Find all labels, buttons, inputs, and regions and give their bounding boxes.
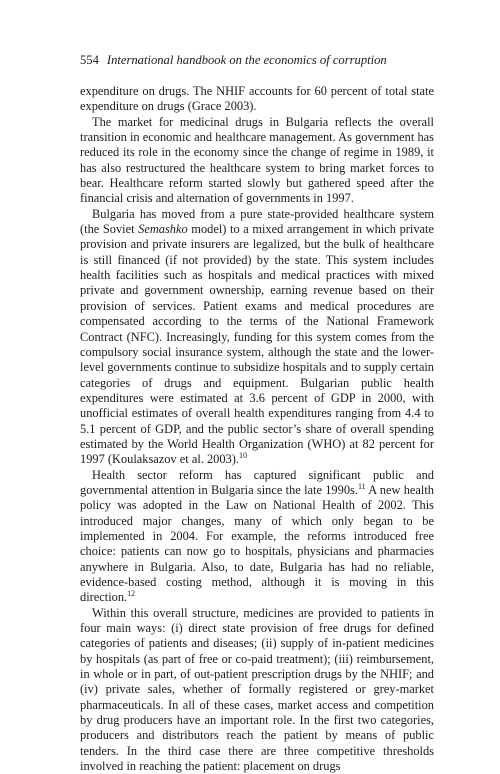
footnote-ref-10[interactable]: 10	[238, 451, 247, 461]
page-number: 554	[80, 53, 99, 67]
footnote-ref-12[interactable]: 12	[127, 589, 136, 599]
body-text	[80, 84, 434, 774]
paragraph-4	[80, 468, 434, 606]
running-header	[80, 52, 460, 68]
semashko-term: Semashko	[138, 222, 188, 237]
paragraph-4-text-b: A new health policy was adopted in the Law on National Health of 2002. This introduced major changes, many of which only began to be implemented in 2004. For example, the reforms introduced free choice: patients can now go to hospitals, physicians and pharmacies anywhere in Bulgaria. Also, to date, Bulgaria has had no reliable, evidence-based costing method, although it is moving in this direction.	[80, 482, 434, 605]
footnote-ref-11[interactable]: 11	[357, 481, 366, 491]
paragraph-3	[80, 207, 434, 468]
paragraph-4-text-a: Health sector reform has captured significant public and governmental attention in Bulgaria since the late 1990s.	[80, 467, 434, 497]
paragraph-3-text-a: Bulgaria has moved from a pure state-provided healthcare system (the Soviet	[80, 206, 434, 237]
paragraph-3-text-b: model) to a mixed arrangement in which private provision and private insurers are legalized, but the bulk of healthcare is still financed (if not provided) by the state. This system includes health facilities such as hospitals and medical practices with mixed private and government ownership, earning revenue based on their provision of services. Patient exams and medical procedures are compensated according to the terms of the National Framework Contract (NFC). Increasingly, funding for this system comes from the compulsory social insurance system, although the state and the lower-level governments continue to subsidize hospitals and to supply certain categories of drugs and equipment. Bulgarian public health expenditures were estimated at 3.6 percent of GDP in 2000, with unofficial estimates of overall health expenditures ranging from 4.4 to 5.1 percent of GDP, and the public sector’s share of overall spending estimated by the World Health Organization (WHO) at 82 percent for 1997 (Koulaksazov et al. 2003).	[80, 222, 434, 467]
paragraph-5: Within this overall structure, medicines are provided to patients in four main ways: (i) direct state provision of free drugs for defined categories of patients and diseases; (ii) supply of in-patient medicines by hospitals (as part of free or co-paid treatment); (iii) reimbursement, in whole or in part, of out-patient prescription drugs by the NHIF; and (iv) private sales, whether of formally registered or grey-market pharmaceuticals. In all of these cases, market access and competition by drug producers have an important role. In the first two categories, producers and distributors reach the patient by means of public tenders. In the third case there are three competitive thresholds involved in reaching the patient: placement on drugs	[80, 605, 434, 774]
paragraph-2: The market for medicinal drugs in Bulgaria reflects the overall transition in economic and healthcare management. As government has reduced its role in the economy since the change of regime in 1989, it has also restructured the healthcare system to bring market forces to bear. Healthcare reform started slowly but gathered speed after the financial crisis and alternation of governments in 1997.	[80, 114, 434, 206]
running-title: International handbook on the economics of corruption	[106, 53, 387, 67]
paragraph-1: expenditure on drugs. The NHIF accounts for 60 percent of total state expenditure on drugs (Grace 2003).	[80, 84, 434, 114]
